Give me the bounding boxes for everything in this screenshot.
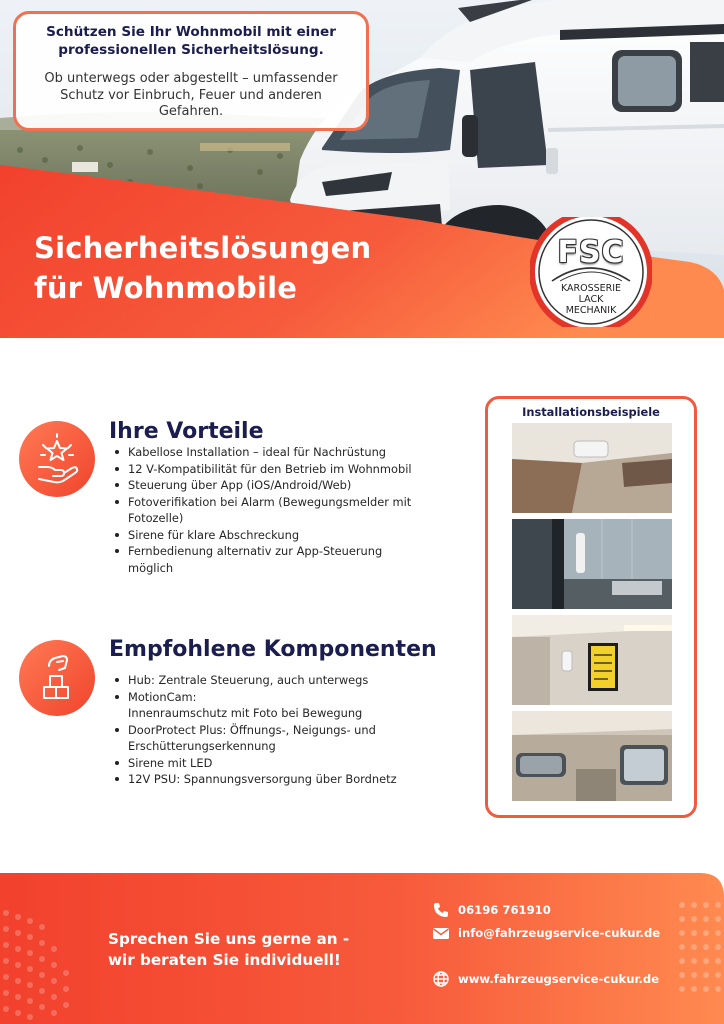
- intro-box: [13, 11, 369, 131]
- star-hand-icon: [19, 421, 95, 497]
- list-item: 12 V-Kompatibilität für den Betrieb im Wohnmobil: [114, 461, 412, 478]
- email-address[interactable]: info@fahrzeugservice-cukur.de: [458, 926, 661, 940]
- cta-line2: wir beraten Sie individuell!: [108, 951, 341, 969]
- logo-mark: FSC: [557, 235, 625, 270]
- page-title-line1: Sicherheitslösungen: [34, 231, 372, 265]
- list-item: Fotozelle): [128, 511, 184, 525]
- list-item: MotionCam:: [114, 689, 397, 706]
- mail-icon: [432, 924, 450, 942]
- phone-number[interactable]: 06196 761910: [458, 903, 551, 917]
- logo-line3: MECHANIK: [565, 305, 617, 316]
- website-url[interactable]: www.fahrzeugservice-cukur.de: [458, 972, 660, 986]
- fsc-logo: [530, 217, 652, 327]
- section-title-komponenten: Empfohlene Komponenten: [109, 637, 437, 662]
- list-item: Fernbedienung alternativ zur App-Steuerung: [114, 543, 412, 560]
- installation-panel: [485, 396, 697, 818]
- komponenten-list: [114, 672, 397, 788]
- list-item: Steuerung über App (iOS/Android/Web): [114, 477, 412, 494]
- hand-blocks-icon: [19, 640, 95, 716]
- page-title: [34, 228, 371, 308]
- call-to-action: [108, 929, 349, 971]
- intro-text: Ob unterwegs oder abgestellt – umfassender Schutz vor Einbruch, Feuer und anderen Gefahren.: [44, 71, 338, 119]
- list-item: 12V PSU: Spannungsversorgung über Bordnetz: [114, 771, 397, 788]
- list-item: Kabellose Installation – ideal für Nachrüstung: [114, 444, 412, 461]
- hero-banner: [0, 0, 724, 338]
- installation-photo-3: [512, 615, 672, 705]
- list-item: Fotoverifikation bei Alarm (Bewegungsmelder mit: [114, 494, 412, 511]
- installation-photo-2: [512, 519, 672, 609]
- vorteile-list: [114, 444, 412, 576]
- section-title-vorteile: Ihre Vorteile: [109, 419, 264, 444]
- logo-line2: LACK: [578, 294, 604, 305]
- installation-photo-1: [512, 423, 672, 513]
- list-item: Erschütterungserkennung: [128, 739, 276, 753]
- globe-icon: [432, 970, 450, 988]
- list-item: Sirene für klare Abschreckung: [114, 527, 412, 544]
- intro-headline: Schützen Sie Ihr Wohnmobil mit einer professionellen Sicherheitslösung.: [46, 24, 336, 58]
- page-title-line2: für Wohnmobile: [34, 271, 298, 305]
- list-item: Hub: Zentrale Steuerung, auch unterwegs: [114, 672, 397, 689]
- list-item: DoorProtect Plus: Öffnungs-, Neigungs- und: [114, 722, 397, 739]
- logo-line1: KAROSSERIE: [560, 283, 622, 294]
- installation-title: Installationsbeispiele: [522, 405, 660, 419]
- list-item: Innenraumschutz mit Foto bei Bewegung: [128, 706, 363, 720]
- list-item: möglich: [128, 560, 174, 575]
- footer: [0, 873, 724, 1024]
- phone-icon: [432, 901, 450, 919]
- installation-photo-4: [512, 711, 672, 801]
- cta-line1: Sprechen Sie uns gerne an -: [108, 930, 350, 948]
- list-item: Sirene mit LED: [114, 755, 397, 772]
